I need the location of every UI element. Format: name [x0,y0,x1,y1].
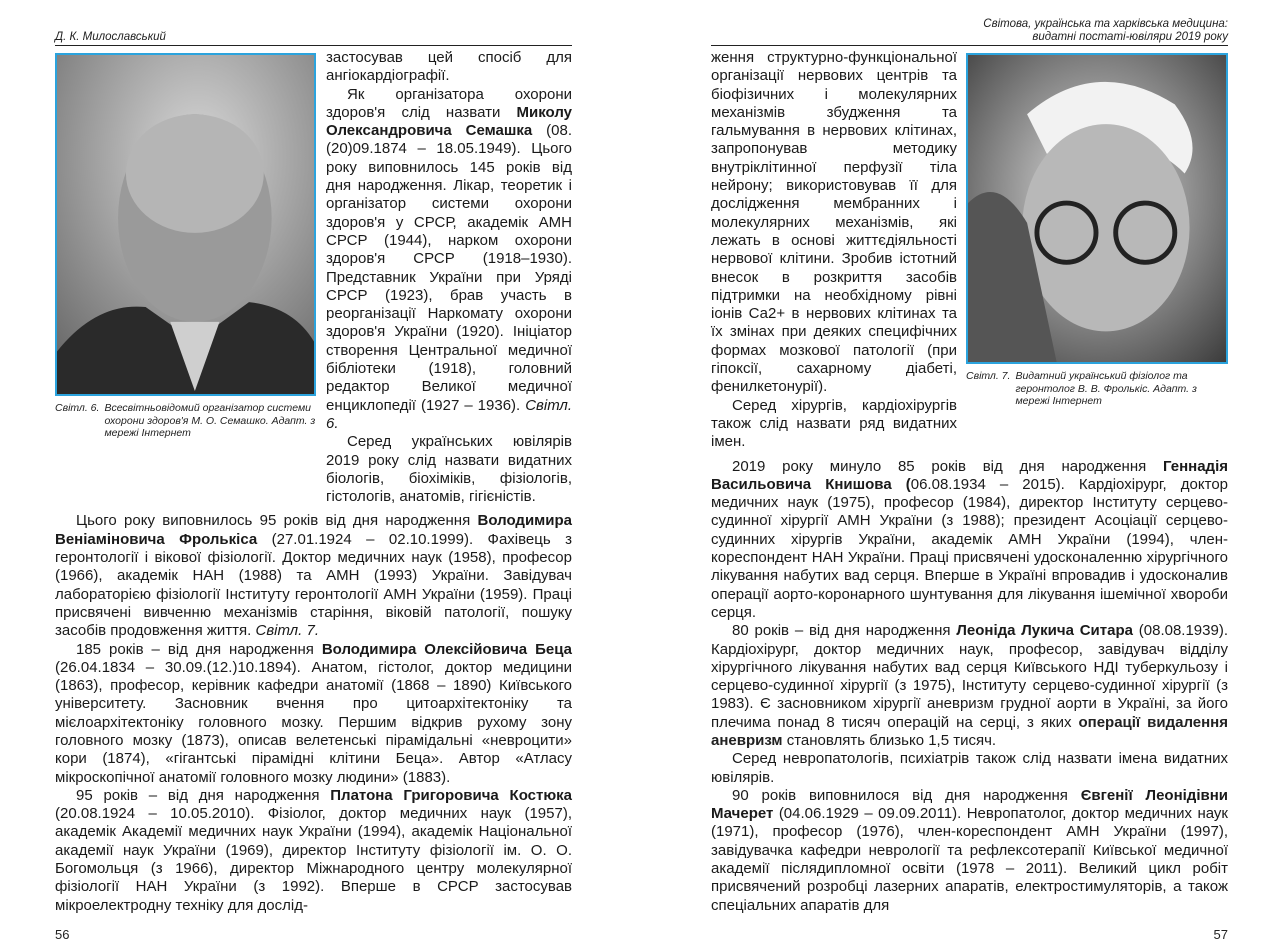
text: 06.08.1934 – 2015). Кардіохірург, доктор медичних наук (1975), професор (1984), директор Інституту серцево-судинної хірургії АМН України (з 1988); президент Асоціації серцево-судинних хірургів України, академік АМН України (1994), член-кореспондент НАН України. Праці присвячені удосконаленню хірургічного лікування набутих вад серця. Вперше в Україні впровадив і удосконалив операції аорто-коронарного шунтування для лікування ішемічної хвороби серця. [711,475,1228,621]
text: становлять близько 1,5 тисяч. [782,731,997,749]
text: Як організатора охорони здоров'я слід назвати [326,85,572,121]
figure-7 [966,53,1228,408]
paragraph [711,49,957,397]
text: 80 років – від дня народження [732,622,957,640]
text: (08.08.1939). Кардіохірург, доктор медичних наук, професор, завідувач відділу хірургічного лікування набутих вад серця Київського НДІ туберкульозу і серцево-судинної хірургії (з 1975), Інституту серцево-судинної хірургії (з 1983). Є засновником хірургії аневризм грудної аорти в Україні, за його плечима понад 8 тисяч операцій на серці, з яких [711,622,1228,731]
text: застосував цей спосіб для ангіокардіографії. [326,49,572,85]
person-name: Володимира Олексійовича Беца [321,640,573,658]
text: ження структурно-функціональної організації нервових центрів та біофізичних і молекулярних механізмів збудження та гальмування в нервових клітинах, запропонував методику внутріклітинної перфузії тіла нейрону; використовував її для дослідження мембранних і молекулярних механізмів, які лежать в основі життєдіяльності нервової клітини. Зробив істотний внесок в розкриття засобів підтримки на необхідному рівні іонів Са2+ в нервових клітинах та їх змінах при деяких специфічних формах мозкової патології (при гіпоксії, сахарному діабеті, фенилкетонурії). [711,49,957,396]
figure-7-caption-text: Видатний український фізіолог та геронтолог В. В. Фролькіс. Адапт. з мережі Інтернет [1015,370,1197,407]
person-name: Миколу Олександровича Семашка [326,103,572,140]
text: (27.01.1924 – 02.10.1999). Фахівець з геронтології і вікової фізіології. Доктор медичних наук (1958), професор (1966), академік НАН (1988) та АМН (1993) України. Завідувач лабораторією фізіології Інституту геронтології АМН України (1959). Праці присвячені вивченню механізмів старіння, віковій патології, пошуку засобів продовження життя. [55,530,572,640]
person-name: Геннадія Васильовича Книшова ( [711,457,1228,493]
header-line-2: видатні постаті-ювіляри 2019 року [1032,31,1228,43]
figure-6 [55,53,317,440]
right-page [711,18,1228,942]
text: (20.08.1924 – 10.05.2010). Фізіолог, доктор медичних наук (1957), академік Академії медичних наук України (1994), академік Національної академії наук України (1969), директор Інституту фізіології ім. О. О. Богомольця (з 1966), директор Міжнародного центру молекулярної фізіології НАН України (з 1992). Вперше в СРСР застосував мікроелектродну техніку для дослід- [55,805,572,914]
figure-6-label: Світл. 6. [55,402,100,414]
left-top-section [55,49,572,506]
text: 90 років виповнилося від дня народження [732,786,1081,804]
person-name: Леоніда Лукича Ситара [956,622,1133,640]
figure-7-caption [966,370,1228,408]
figure-6-caption-text: Всесвітньовідомий організатор системи охорони здоров'я М. О. Семашко. Адапт. з мережі Інтернет [104,402,316,439]
paragraph [326,49,572,86]
right-full-text [711,458,1228,915]
person-name: Платона Григоровича Костюка [330,786,573,804]
page-number-right: 57 [1213,926,1228,942]
running-header-author: Д. К. Милославський [55,31,166,43]
paragraph [711,397,957,452]
text: 2019 року минуло 85 років від дня народження [732,457,1163,475]
paragraph [711,750,1228,787]
figure-6-caption [55,402,317,440]
figure-reference: Світл. 7. [255,622,319,640]
right-column-text [711,49,957,452]
photo-frolkis [966,53,1228,364]
text: (08.(20)09.1874 – 18.05.1949). Цього року виповнилось 145 років від дня народження. Лікар, теоретик і організатор системи охорони здоров'я у СРСР, академік АМН СРСР (1944), нарком охорони здоров'я СРСР (1918–1930). Представник України при Уряді СРСР (1923), брав участь в реорганізації Наркомату охорони здоров'я України (1920). Ініціатор створення Центральної медичної бібліотеки (1918), головний редактор Великої медичної енциклопедії (1927 – 1936). [326,122,572,414]
paragraph [711,458,1228,623]
photo-semashko [55,53,316,396]
header-rule [55,45,572,46]
text: 185 років – від дня народження [76,640,322,658]
text: 95 років – від дня народження [76,786,331,804]
header-rule [711,45,1228,46]
header-line-1: Світова, українська та харківська медицина: [983,18,1228,30]
person-name: Володимира Веніаміновича Фролькіса [55,512,572,548]
person-name: Євгенії Леонідівни Мачерет [711,786,1228,823]
right-top-section [711,49,1228,452]
text: (04.06.1929 – 09.09.2011). Невропатолог, доктор медичних наук (1971), професор (1976), член-кореспондент АМН України (1997), завідувачка кафедри неврології та рефлексотерапії Київської медичної академії післядипломної освіти (1978 – 2011). Великий цикл робіт присвячений розробці лазерних апаратів, електростимуляторів, а також спеціальних апаратів для [711,805,1228,914]
text: (26.04.1834 – 30.09.(12.)10.1894). Анатом, гістолог, доктор медицини (1863), професор, керівник кафедри анатомії (1868 – 1890) Київського університету. Засновник вчення про цитоархітектоніку та мієлоархітектоніку головного мозку. Першим відкрив рухому зону головного мозку (1873), описав велетенські пірамідальні «невроцити» кори (1874), «гігантські пірамідні клітини Беца». Автор «Атласу мікроскопічної анатомії головного мозку людини» (1883). [55,658,572,786]
left-full-text [55,512,572,915]
figure-7-label: Світл. 7. [966,370,1011,382]
paragraph [55,512,572,640]
paragraph [711,622,1228,750]
paragraph [326,86,572,434]
text: Цього року виповнилось 95 років від дня народження [76,512,478,530]
figure-reference: Світл. 6. [326,396,572,432]
text: Серед хірургів, кардіохірургів також слід назвати ряд видатних імен. [711,396,957,451]
paragraph [55,641,572,787]
emphasis: операції видалення аневризм [711,713,1228,749]
text: Серед невропатологів, психіатрів також слід назвати імена видатних ювілярів. [711,750,1228,786]
running-header-title [711,18,1228,44]
paragraph [326,433,572,506]
left-column-text [326,49,572,506]
text: Серед українських ювілярів 2019 року слід назвати видатних біологів, біохіміків, фізіологів, гістологів, анатомів, гігієністів. [326,433,572,506]
page-number-left: 56 [55,926,70,942]
left-page [55,18,572,942]
